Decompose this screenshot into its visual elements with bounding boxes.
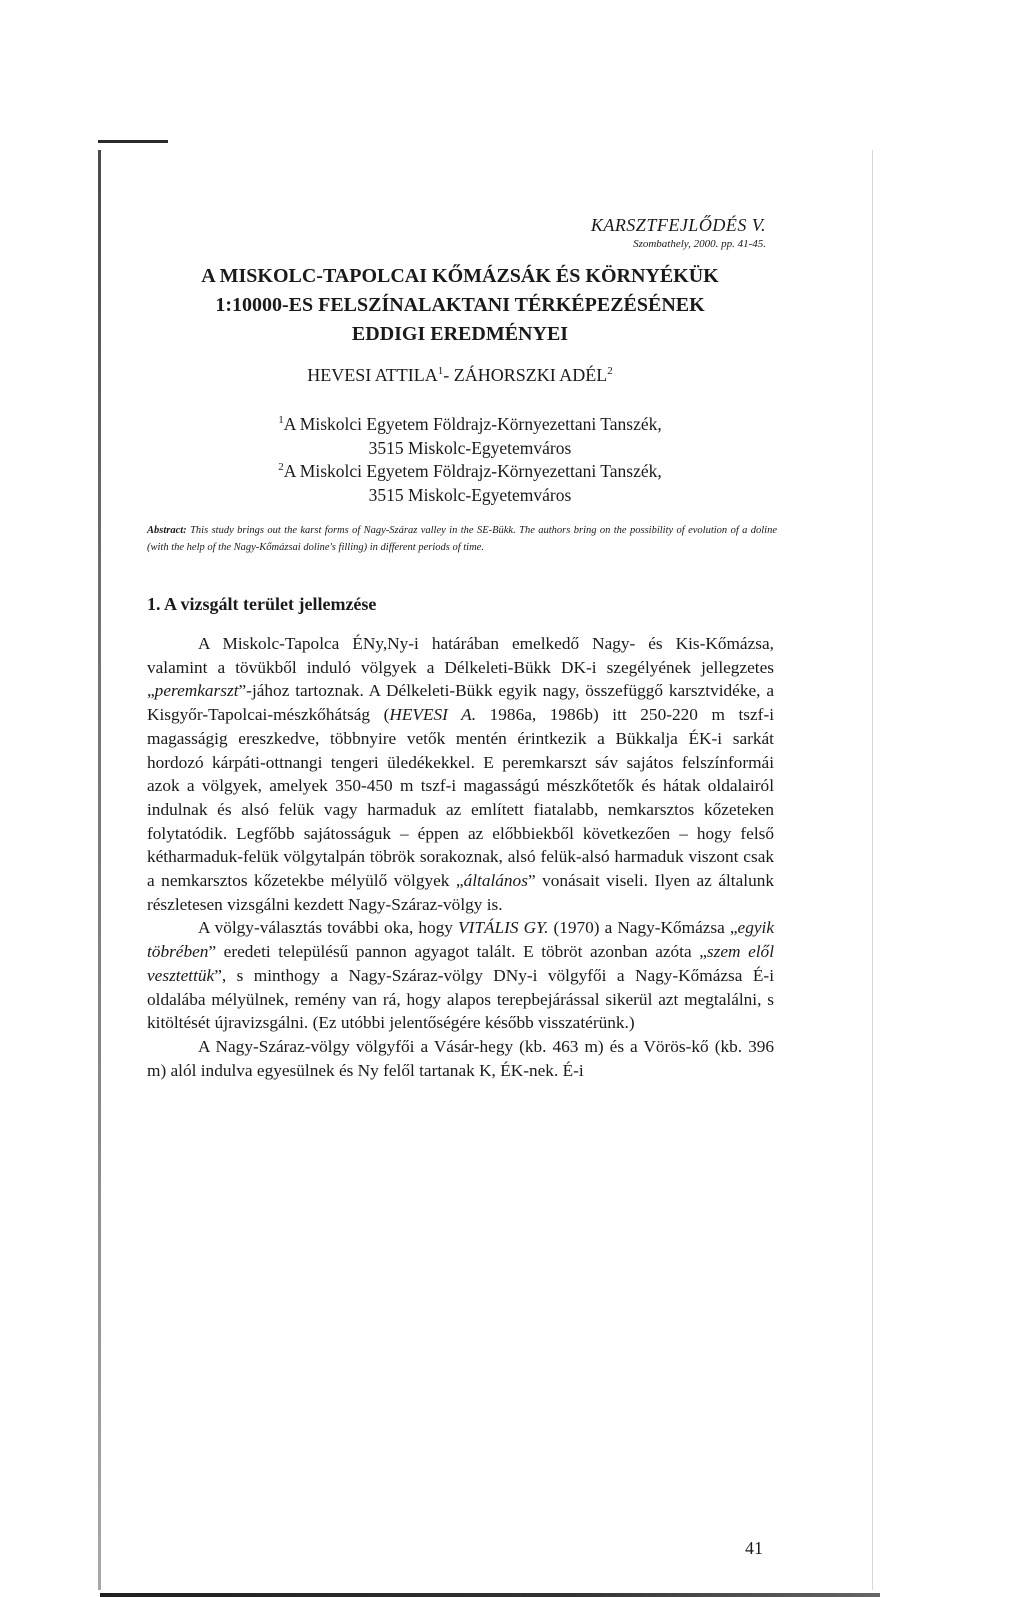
author-separator: - <box>443 365 454 385</box>
abstract <box>147 522 777 556</box>
italic-term: egyik töbrében <box>147 918 774 962</box>
abstract-label: Abstract: <box>147 525 187 536</box>
text-run: 1986a, 1986b) itt 250-220 m tszf-i magasságig ereszkedve, többnyire vetők mentén érintkezik a Bükkalja ÉK-i sarkát hordozó kárpáti-ottnangi tengeri üledékekkel. E peremkarszt sáv sajátos felszínformái azok a völgyek, amelyek 350-450 m tszf-i magasságú mészkőtetők és hátak oldalairól indulnak és alsó felük vagy harmaduk az említett fiatalabb, nemkarsztos kőzeteken folytatódik. Legfőbb sajátosságuk – éppen az előbbiekből következően – hogy felső kétharmaduk-felük völgytalpán töbrök sorakoznak, alsó felük-alsó harmaduk viszont csak a nemkarsztos kőzetekbe mélyülő völgyek „ <box>147 705 774 891</box>
text-run: ” vonásait viseli. Ilyen az általunk részletesen vizsgálni kezdett Nagy-Száraz-völgy is. <box>147 871 774 914</box>
abstract-text: This study brings out the karst forms of Nagy-Száraz valley in the SE-Bükk. The authors bring on the possibility of evolution of a doline (with the help of the Nagy-Kőmázsai doline's filling) in different periods of time. <box>147 525 778 553</box>
affiliation-mark: 2 <box>278 461 284 473</box>
affiliations <box>160 413 780 507</box>
section-heading: 1. A vizsgált terület jellemzése <box>147 594 377 614</box>
scan-edge-mark <box>98 140 168 143</box>
paper-title <box>160 262 760 349</box>
scan-bottom-edge <box>100 1593 880 1597</box>
title-line: A MISKOLC-TAPOLCAI KŐMÁZSÁK ÉS KÖRNYÉKÜK <box>201 265 719 287</box>
scan-right-edge <box>872 150 873 1590</box>
paragraph: A Nagy-Száraz-völgy völgyfői a Vásár-hegy (kb. 463 m) és a Vörös-kő (kb. 396 m) alól indulva egyesülnek és Ny felől tartanak K, ÉK-nek. É-i <box>147 1036 774 1080</box>
text-run: (1970) a Nagy-Kőmázsa „ <box>548 918 738 938</box>
affiliation-mark: 2 <box>607 365 613 377</box>
affiliation-mark: 1 <box>437 365 444 377</box>
affiliation-line <box>160 460 780 484</box>
paragraph <box>147 632 774 916</box>
italic-term: szem elől vesztettük <box>147 942 774 985</box>
author-name: HEVESI ATTILA <box>307 365 438 385</box>
affiliation-address: 3515 Miskolc-Egyetemváros <box>368 437 572 458</box>
text-run: ”-jához tartoznak. A Délkeleti-Bükk egyik nagy, összefüggő karsztvidéke, a Kisgyőr-Tapolcai-mészkőhátság ( <box>147 681 774 725</box>
journal-reference: Szombathely, 2000. pp. 41-45. <box>633 238 766 250</box>
text-run: ” eredeti településű pannon agyagot talált. E töbröt azonban azóta „ <box>208 942 707 962</box>
title-line: 1:10000-ES FELSZÍNALAKTANI TÉRKÉPEZÉSÉNEK <box>215 294 705 316</box>
citation-author: HEVESI A. <box>389 705 477 725</box>
italic-term: peremkarszt <box>154 681 239 701</box>
citation-author: VITÁLIS GY. <box>458 918 549 938</box>
affiliation-text: A Miskolci Egyetem Földrajz-Környezettani Tanszék, <box>283 461 662 481</box>
italic-term: általános <box>463 871 528 891</box>
paragraph <box>147 916 774 1035</box>
text-run: A Miskolc-Tapolca ÉNy,Ny-i határában emelkedő Nagy- és Kis-Kőmázsa, valamint a tövükből induló völgyek a Délkeleti-Bükk DK-i szegélyének jellegzetes „ <box>147 634 774 701</box>
text-run: A völgy-választás további oka, hogy <box>198 918 459 938</box>
affiliation-address: 3515 Miskolc-Egyetemváros <box>368 484 572 505</box>
author-name: ZÁHORSZKI ADÉL <box>453 365 608 385</box>
journal-header <box>591 214 766 252</box>
scan-left-edge <box>98 150 101 1590</box>
page-number: 41 <box>745 1538 763 1558</box>
affiliation-mark: 1 <box>278 414 284 426</box>
text-run: ”, s minthogy a Nagy-Száraz-völgy DNy-i völgyfői a Nagy-Kőmázsa É-i oldalába mélyülnek, remény van rá, hogy alapos terepbejárással sikerül azt megtalálni, s kitöltését újravizsgálni. (Ez utóbbi jelentőségére később visszatérünk.) <box>147 965 774 1033</box>
author-line <box>160 363 760 387</box>
affiliation-line <box>160 413 780 437</box>
title-line: EDDIGI EREDMÉNYEI <box>351 323 569 345</box>
affiliation-text: A Miskolci Egyetem Földrajz-Környezettani Tanszék, <box>283 414 662 434</box>
journal-name: KARSZTFEJLŐDÉS V. <box>590 215 766 235</box>
body-text <box>147 632 774 1082</box>
